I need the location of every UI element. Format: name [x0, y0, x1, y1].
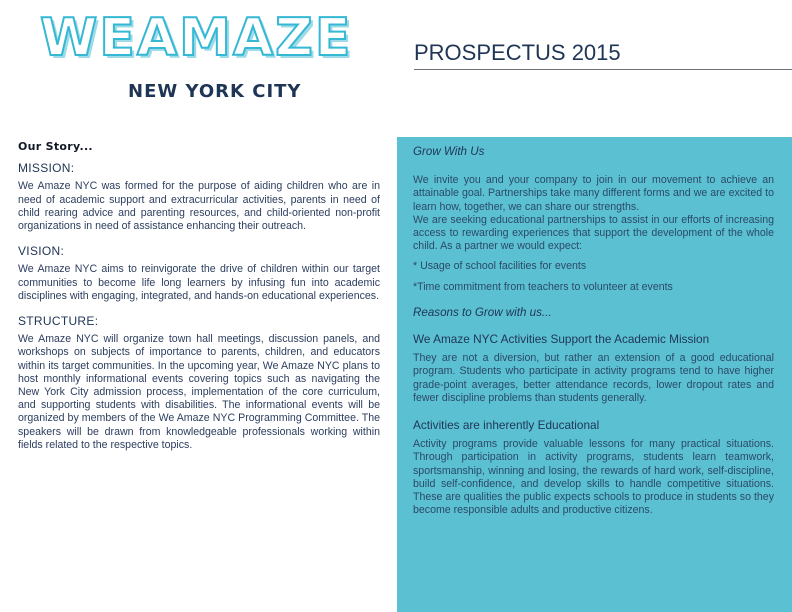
- reason-1-text: They are not a diversion, but rather an extension of a good educational program. Students who participate in activity programs tend to have higher grade-point averages, better attendance records, lower dropout rates and fewer discipline problems than students generally.: [413, 352, 774, 404]
- expectation-bullet: *Time commitment from teachers to volunteer at events: [413, 280, 673, 293]
- grow-with-us-column: [413, 145, 774, 517]
- grow-paragraph-1: We invite you and your company to join in our movement to achieve an attainable goal. Partnerships take many different forms and we are excited to learn how, together, we can share our strengths.: [413, 174, 774, 213]
- logo-wordmark: WEAMAZE: [40, 8, 353, 68]
- mission-heading: MISSION:: [18, 161, 75, 176]
- vision-text: We Amaze NYC aims to reinvigorate the drive of children within our target communities to become life long learners by infusing fun into academic disciplines with engaging, integrated, and hands-on educational experiences.: [18, 263, 380, 302]
- mission-text: We Amaze NYC was formed for the purpose of aiding children who are in need of academic support and extracurricular activities, parents in need of child rearing advice and parenting resources, and child-oriented non-profit organizations in need of assistance enhancing their outreach.: [18, 180, 380, 233]
- header-divider: [414, 69, 792, 70]
- page-title: PROSPECTUS 2015: [414, 40, 621, 65]
- grow-heading: Grow With Us: [413, 145, 485, 158]
- expectation-bullet: * Usage of school facilities for events: [413, 260, 587, 273]
- structure-heading: STRUCTURE:: [18, 314, 99, 329]
- weamaze-logo: [40, 6, 360, 106]
- vision-heading: VISION:: [18, 244, 65, 259]
- our-story-column: [18, 140, 380, 464]
- story-title: Our Story...: [18, 140, 93, 153]
- reason-2-heading: Activities are inherently Educational: [413, 418, 600, 433]
- grow-with-us-panel: [397, 137, 792, 612]
- logo-city-label: NEW YORK CITY: [128, 81, 302, 102]
- reasons-heading: Reasons to Grow with us...: [413, 305, 552, 319]
- grow-paragraph-2: We are seeking educational partnerships to assist in our efforts of increasing access to rewarding experiences that support the development of the whole child. As a partner we would expect:: [413, 213, 774, 253]
- reason-2-text: Activity programs provide valuable lessons for many practical situations. Through participation in activity programs, students learn teamwork, sportsmanship, winning and losing, the rewards of hard work, self-discipline, build self-confidence, and develop skills to handle competitive situations. These are qualities the public expects schools to produce in students so they become responsible adults and productive citizens.: [413, 438, 774, 517]
- reason-1-heading: We Amaze NYC Activities Support the Academic Mission: [413, 332, 710, 347]
- structure-text: We Amaze NYC will organize town hall meetings, discussion panels, and workshops on subjects of importance to parents, children, and educators within its target communities. In the upcoming year, We Amaze NYC plans to host monthly informational events covering topics such as navigating the New York City admission process, implementation of the core curriculum, and supporting students with disabilities. The informational events will be organized by members of the We Amaze NYC Programming Committee. The speakers will be drawn from knowledgeable professionals working within fields related to the respective topics.: [18, 333, 380, 451]
